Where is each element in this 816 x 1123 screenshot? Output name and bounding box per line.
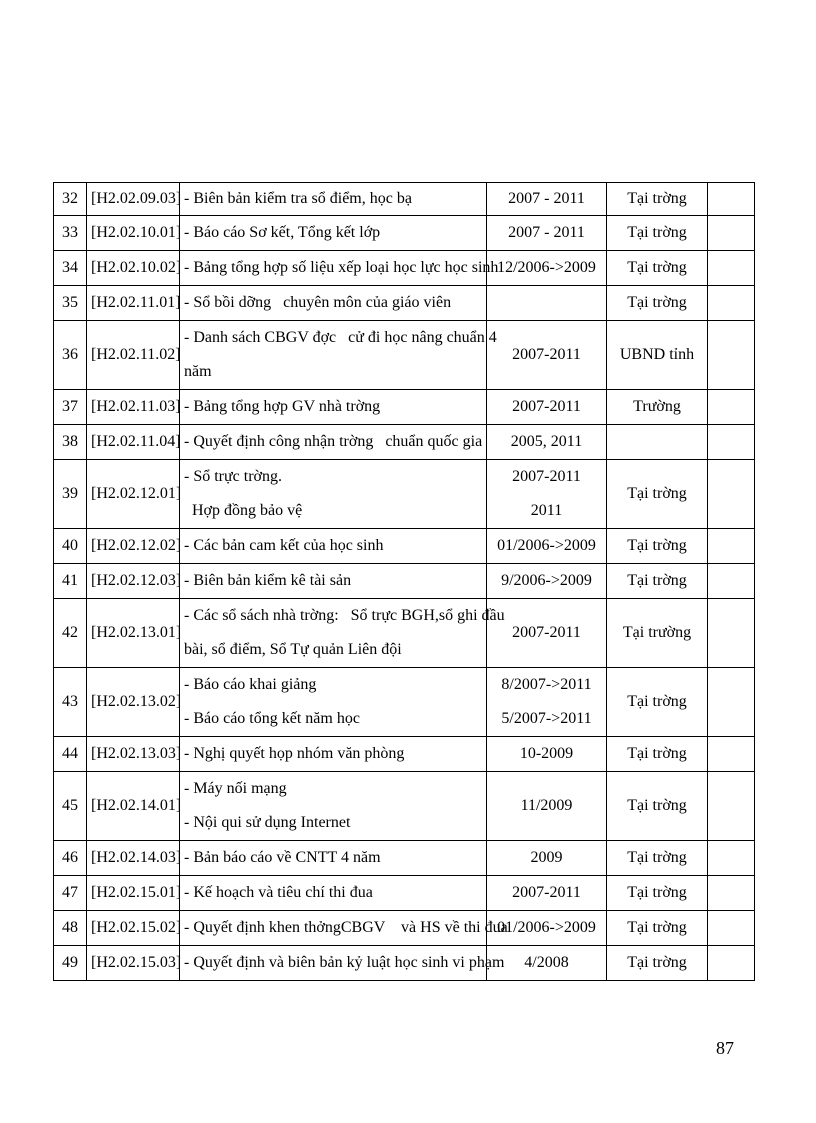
document-code: [H2.02.11.04] [87,425,180,460]
time-period [487,668,607,737]
document-code: [H2.02.12.02] [87,529,180,564]
note-cell [708,286,755,321]
document-code: [H2.02.15.03] [87,946,180,981]
description-line: - Bảng tổng hợp số liệu xếp loại học lực học sinh [184,259,499,276]
table-row [54,460,755,529]
storage-location: Tại trờng [607,911,708,946]
time-period [487,841,607,876]
time-period [487,251,607,286]
time-line: 11/2009 [520,797,573,814]
table-row [54,599,755,668]
table-row [54,841,755,876]
description-line: - Quyết định khen thởngCBGV và HS về thi đua [184,919,508,936]
document-description [180,911,508,946]
row-number: 49 [54,946,87,981]
description-line: - Các bản cam kết của học sinh [184,537,384,554]
note-cell [708,251,755,286]
description-line: - Báo cáo khai giảng [184,676,317,693]
time-period [487,216,607,251]
document-description [180,251,499,286]
time-line: 9/2006->2009 [501,572,592,589]
document-description [180,599,505,668]
storage-location: Tại trường [607,599,708,668]
time-period [487,321,607,390]
note-cell [708,772,755,841]
description-line: Hợp đồng bảo vệ [184,502,303,519]
storage-location: Tại trờng [607,772,708,841]
document-code: [H2.02.13.02] [87,668,180,737]
document-description [180,183,487,216]
note-cell [708,737,755,772]
table-row [54,529,755,564]
storage-location: Tại trờng [607,460,708,529]
document-code: [H2.02.12.01] [87,460,180,529]
storage-location: Tại trờng [607,876,708,911]
document-code: [H2.02.11.01] [87,286,180,321]
row-number: 37 [54,390,87,425]
description-line: - Nghị quyết họp nhóm văn phòng [184,745,405,762]
row-number: 43 [54,668,87,737]
time-period [487,183,607,216]
note-cell [708,425,755,460]
table-row [54,216,755,251]
storage-location: Tại trờng [607,251,708,286]
description-line: - Báo cáo tổng kết năm học [184,710,360,727]
time-line: 10-2009 [519,745,574,762]
document-code: [H2.02.10.02] [87,251,180,286]
time-line: 12/2006->2009 [497,259,596,276]
time-period [487,564,607,599]
storage-location: Tại trờng [607,216,708,251]
document-code: [H2.02.10.01] [87,216,180,251]
table-row [54,668,755,737]
document-description [180,321,497,390]
time-line: 2005, 2011 [510,433,583,450]
time-line: 2007-2011 [512,468,581,485]
table-row [54,564,755,599]
document-description [180,876,487,911]
time-line: 5/2007->2011 [501,710,592,727]
row-number: 46 [54,841,87,876]
description-line: - Kế hoạch và tiêu chí thi đua [184,884,373,901]
document-description [180,216,487,251]
document-code: [H2.02.15.02] [87,911,180,946]
storage-location: Tại trờng [607,183,708,216]
document-description [180,529,487,564]
document-code: [H2.02.09.03] [87,183,180,216]
time-line: 2007-2011 [512,884,581,901]
table-row [54,911,755,946]
storage-location: Tại trờng [607,668,708,737]
storage-location: Tại trờng [607,737,708,772]
time-period [487,876,607,911]
description-line: - Sổ bồi dỡng chuyên môn của giáo viên [184,294,452,311]
note-cell [708,668,755,737]
description-line: - Bảng tổng hợp GV nhà trờng [184,398,381,415]
row-number: 36 [54,321,87,390]
note-cell [708,321,755,390]
table-row [54,772,755,841]
document-code: [H2.02.11.02] [87,321,180,390]
table-row [54,183,755,216]
description-line: - Máy nối mạng [184,780,287,797]
row-number: 41 [54,564,87,599]
row-number: 32 [54,183,87,216]
description-line: - Báo cáo Sơ kết, Tổng kết lớp [184,224,381,241]
document-code: [H2.02.13.03] [87,737,180,772]
storage-location: Tại trờng [607,564,708,599]
document-description [180,286,487,321]
document-description [180,564,487,599]
note-cell [708,841,755,876]
time-period [487,425,607,460]
evidence-table [53,182,755,981]
row-number: 48 [54,911,87,946]
time-line: 2009 [530,849,563,866]
time-line: 2007-2011 [512,624,581,641]
document-code: [H2.02.12.03] [87,564,180,599]
row-number: 38 [54,425,87,460]
table-row [54,737,755,772]
row-number: 47 [54,876,87,911]
page-number: 87 [716,1038,734,1058]
table-row [54,251,755,286]
note-cell [708,564,755,599]
row-number: 33 [54,216,87,251]
document-description [180,425,487,460]
storage-location: Tại trờng [607,841,708,876]
note-cell [708,599,755,668]
note-cell [708,529,755,564]
description-line: - Các sổ sách nhà trờng: Sổ trực BGH,sổ ghi đầu [184,607,505,624]
row-number: 40 [54,529,87,564]
table-row [54,946,755,981]
document-description [180,668,487,737]
note-cell [708,216,755,251]
description-line: - Biên bản kiểm kê tài sản [184,572,352,589]
time-line: 2007-2011 [512,346,581,363]
row-number: 35 [54,286,87,321]
description-line: - Quyết định công nhận trờng chuẩn quốc gia [184,433,483,450]
table-row [54,390,755,425]
description-line: - Quyết định và biên bản kỷ luật học sinh vi phạm [184,954,505,971]
document-code: [H2.02.15.01] [87,876,180,911]
description-line: - Biên bản kiểm tra sổ điểm, học bạ [184,190,412,207]
description-line: - Bản báo cáo về CNTT 4 năm [184,849,381,866]
time-line: 2007-2011 [512,398,581,415]
time-period [487,911,607,946]
row-number: 34 [54,251,87,286]
time-period [487,737,607,772]
time-line: 2007 - 2011 [508,190,585,207]
table-row [54,286,755,321]
document-code: [H2.02.14.01] [87,772,180,841]
document-description [180,841,487,876]
document-description [180,460,487,529]
time-line: 01/2006->2009 [497,919,596,936]
note-cell [708,390,755,425]
description-line: bài, sổ điểm, Sổ Tự quản Liên đội [184,641,402,658]
note-cell [708,460,755,529]
time-period [487,946,607,981]
note-cell [708,946,755,981]
note-cell [708,911,755,946]
description-line: năm [184,363,212,380]
time-line: 01/2006->2009 [497,537,596,554]
time-line: 2011 [530,502,563,519]
time-line: 4/2008 [524,954,569,971]
time-period [487,772,607,841]
row-number: 44 [54,737,87,772]
table-row [54,321,755,390]
document-code: [H2.02.11.03] [87,390,180,425]
table-row [54,876,755,911]
row-number: 45 [54,772,87,841]
description-line: - Sổ trực trờng. [184,468,283,485]
note-cell [708,876,755,911]
time-period [487,286,607,321]
document-description [180,737,487,772]
storage-location [607,425,708,460]
storage-location: UBND tỉnh [607,321,708,390]
row-number: 39 [54,460,87,529]
description-line: - Danh sách CBGV đợc cử đi học nâng chuẩn 4 [184,329,497,346]
description-line: - Nội qui sử dụng Internet [184,814,351,831]
storage-location: Trường [607,390,708,425]
document-description [180,390,487,425]
storage-location: Tại trờng [607,286,708,321]
note-cell [708,183,755,216]
document-code: [H2.02.14.03] [87,841,180,876]
storage-location: Tại trờng [607,946,708,981]
time-line: 2007 - 2011 [508,224,585,241]
document-code: [H2.02.13.01] [87,599,180,668]
table-row [54,425,755,460]
table-body [54,183,755,981]
document-description [180,946,505,981]
document-description [180,772,487,841]
time-period [487,460,607,529]
row-number: 42 [54,599,87,668]
time-period [487,390,607,425]
time-line: 8/2007->2011 [501,676,592,693]
storage-location: Tại trờng [607,529,708,564]
time-period [487,529,607,564]
